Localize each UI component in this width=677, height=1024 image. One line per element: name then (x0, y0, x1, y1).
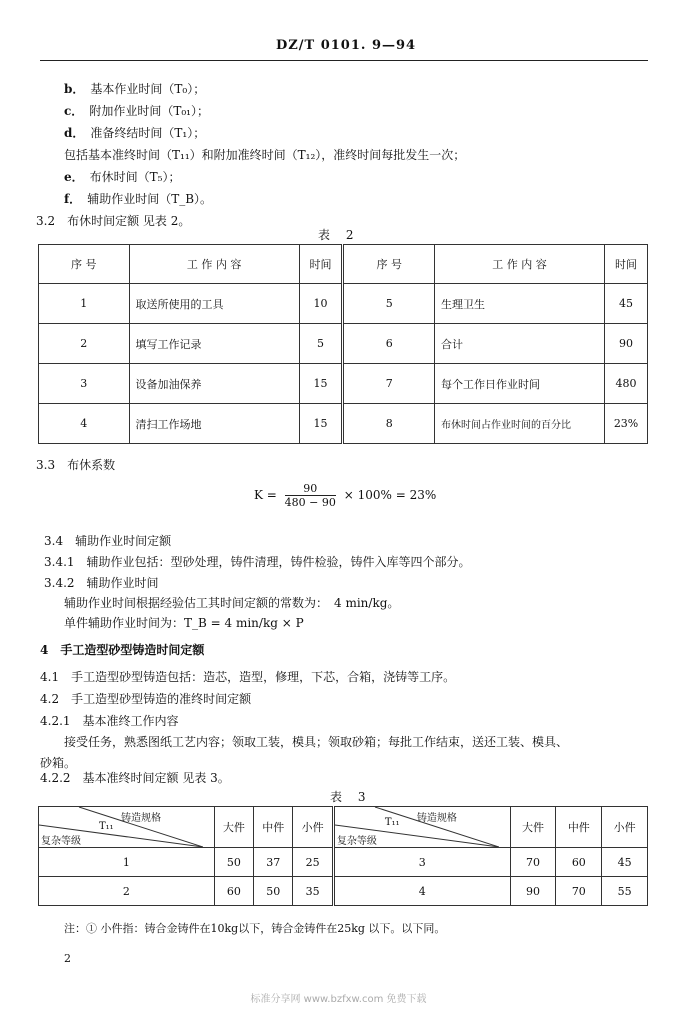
table3-header-cell: 中件 (254, 807, 293, 848)
table3-cell: 35 (293, 877, 333, 906)
table3-title: 表 3 (330, 790, 372, 804)
header-rule (40, 60, 648, 61)
section-4-heading: 4 手工造型砂型铸造时间定额 (40, 643, 205, 657)
section-3-2: 3.2 布休时间定额 见表 2。 (36, 214, 191, 228)
section-4-2-2: 4.2.2 基本准终时间定额 见表 3。 (40, 771, 230, 785)
table-2 (38, 244, 648, 444)
table2-cell: 15 (299, 404, 343, 444)
section-4-2-1-text-b: 砂箱。 (40, 756, 77, 770)
table3-cell: 25 (293, 848, 333, 877)
table2-cell: 4 (39, 404, 130, 444)
table3-diag-mid: T₁₁ (384, 817, 400, 828)
table3-note: 注：① 小件指：铸合金铸件在10kg以下，铸合金铸件在25kg 以下。以下同。 (64, 922, 446, 935)
table2-cell: 480 (605, 364, 648, 404)
table3-cell: 60 (214, 877, 253, 906)
table2-cell: 6 (343, 324, 435, 364)
list-item-d: d． 准备终结时间（T₁）； (64, 126, 206, 140)
table-row (39, 364, 648, 404)
table3-header-cell: 中件 (556, 807, 602, 848)
section-3-4-1: 3.4.1 辅助作业包括：型砂处理，铸件清理，铸件检验，铸件入库等四个部分。 (44, 555, 471, 569)
table-row (39, 877, 648, 906)
table2-header-row (39, 245, 648, 284)
table-3 (38, 806, 648, 906)
standard-code-header: DZ/T 0101. 9—94 (276, 38, 417, 53)
table3-cell: 3 (333, 848, 510, 877)
table2-header-cell: 工 作 内 容 (434, 245, 604, 284)
table-row (39, 284, 648, 324)
rest-coefficient-formula (254, 482, 436, 509)
table3-header-cell: 大件 (214, 807, 253, 848)
section-4-2: 4.2 手工造型砂型铸造的准终时间定额 (40, 692, 252, 706)
table3-diag-mid: T₁₁ (99, 821, 114, 832)
table2-cell: 23% (605, 404, 648, 444)
table3-cell: 90 (510, 877, 556, 906)
section-4-1: 4.1 手工造型砂型铸造包括：造芯，造型，修理，下芯，合箱，浇铸等工序。 (40, 670, 456, 684)
table3-diag-bottom: 复杂等级 (41, 836, 81, 847)
table2-cell: 5 (299, 324, 343, 364)
table2-cell: 15 (299, 364, 343, 404)
table2-title: 表 2 (318, 228, 360, 242)
section-3-4-2: 3.4.2 辅助作业时间 (44, 576, 159, 590)
table2-cell: 10 (299, 284, 343, 324)
table3-diagonal-header (39, 807, 215, 848)
section-3-4: 3.4 辅助作业时间定额 (44, 534, 172, 548)
formula-lhs: K = (254, 488, 277, 502)
table3-diag-top: 铸造规格 (416, 813, 457, 824)
list-item-d-detail: 包括基本准终时间（T₁₁）和附加准终时间（T₁₂），准终时间每批发生一次； (64, 148, 466, 162)
table2-header-cell: 工 作 内 容 (129, 245, 299, 284)
page-number: 2 (64, 952, 71, 965)
section-4-2-1: 4.2.1 基本准终工作内容 (40, 714, 179, 728)
table3-cell: 45 (602, 848, 648, 877)
watermark-footer: 标准分享网 www.bzfxw.com 免费下载 (250, 994, 427, 1005)
table2-cell: 布休时间占作业时间的百分比 (434, 404, 604, 444)
table2-cell: 合计 (434, 324, 604, 364)
table2-cell: 45 (605, 284, 648, 324)
table2-cell: 3 (39, 364, 130, 404)
section-4-2-1-text-a: 接受任务，熟悉图纸工艺内容；领取工装，模具；领取砂箱；每批工作结束，送还工装、模具、 (64, 735, 569, 749)
table2-cell: 8 (343, 404, 435, 444)
section-3-4-2-text-b: 单件辅助作业时间为：T_B = 4 min/kg × P (64, 616, 304, 630)
formula-fraction (285, 482, 336, 509)
table-row (39, 848, 648, 877)
table3-diag-top: 铸造规格 (121, 813, 161, 824)
table3-header-row (39, 807, 648, 848)
list-item-f: f． 辅助作业时间（T_B）。 (64, 192, 213, 206)
table3-cell: 2 (39, 877, 215, 906)
table2-header-cell: 时间 (605, 245, 648, 284)
section-3-4-2-text-a: 辅助作业时间根据经验估工其时间定额的常数为： 4 min/kg。 (64, 596, 400, 610)
table3-cell: 55 (602, 877, 648, 906)
formula-rhs: × 100% = 23% (343, 488, 437, 502)
table3-cell: 37 (254, 848, 293, 877)
table3-header-cell: 小件 (602, 807, 648, 848)
table2-cell: 取送所使用的工具 (129, 284, 299, 324)
list-item-b: b． 基本作业时间（T₀）； (64, 82, 206, 96)
table3-cell: 50 (254, 877, 293, 906)
table2-header-cell: 序 号 (39, 245, 130, 284)
table2-cell: 生理卫生 (434, 284, 604, 324)
table2-header-cell: 时间 (299, 245, 343, 284)
table2-cell: 清扫工作场地 (129, 404, 299, 444)
table2-cell: 7 (343, 364, 435, 404)
table-row (39, 324, 648, 364)
table2-cell: 1 (39, 284, 130, 324)
table2-cell: 每个工作日作业时间 (434, 364, 604, 404)
table3-cell: 50 (214, 848, 253, 877)
table3-header-cell: 大件 (510, 807, 556, 848)
formula-numerator: 90 (285, 482, 336, 496)
table2-cell: 5 (343, 284, 435, 324)
list-item-e: e． 布休时间（T₅）； (64, 170, 181, 184)
table3-cell: 1 (39, 848, 215, 877)
table2-cell: 2 (39, 324, 130, 364)
table2-cell: 90 (605, 324, 648, 364)
table3-cell: 60 (556, 848, 602, 877)
table2-cell: 填写工作记录 (129, 324, 299, 364)
table2-cell: 设备加油保养 (129, 364, 299, 404)
table3-diag-bottom: 复杂等级 (336, 836, 377, 847)
section-3-3: 3.3 布休系数 (36, 458, 116, 472)
formula-denominator: 480 − 90 (284, 496, 336, 509)
list-item-c: c． 附加作业时间（T₀₁）； (64, 104, 209, 118)
table3-cell: 70 (510, 848, 556, 877)
table3-cell: 70 (556, 877, 602, 906)
table-row (39, 404, 648, 444)
table2-header-cell: 序 号 (343, 245, 435, 284)
table3-diagonal-header-2 (333, 807, 510, 848)
table3-cell: 4 (333, 877, 510, 906)
table3-header-cell: 小件 (293, 807, 333, 848)
